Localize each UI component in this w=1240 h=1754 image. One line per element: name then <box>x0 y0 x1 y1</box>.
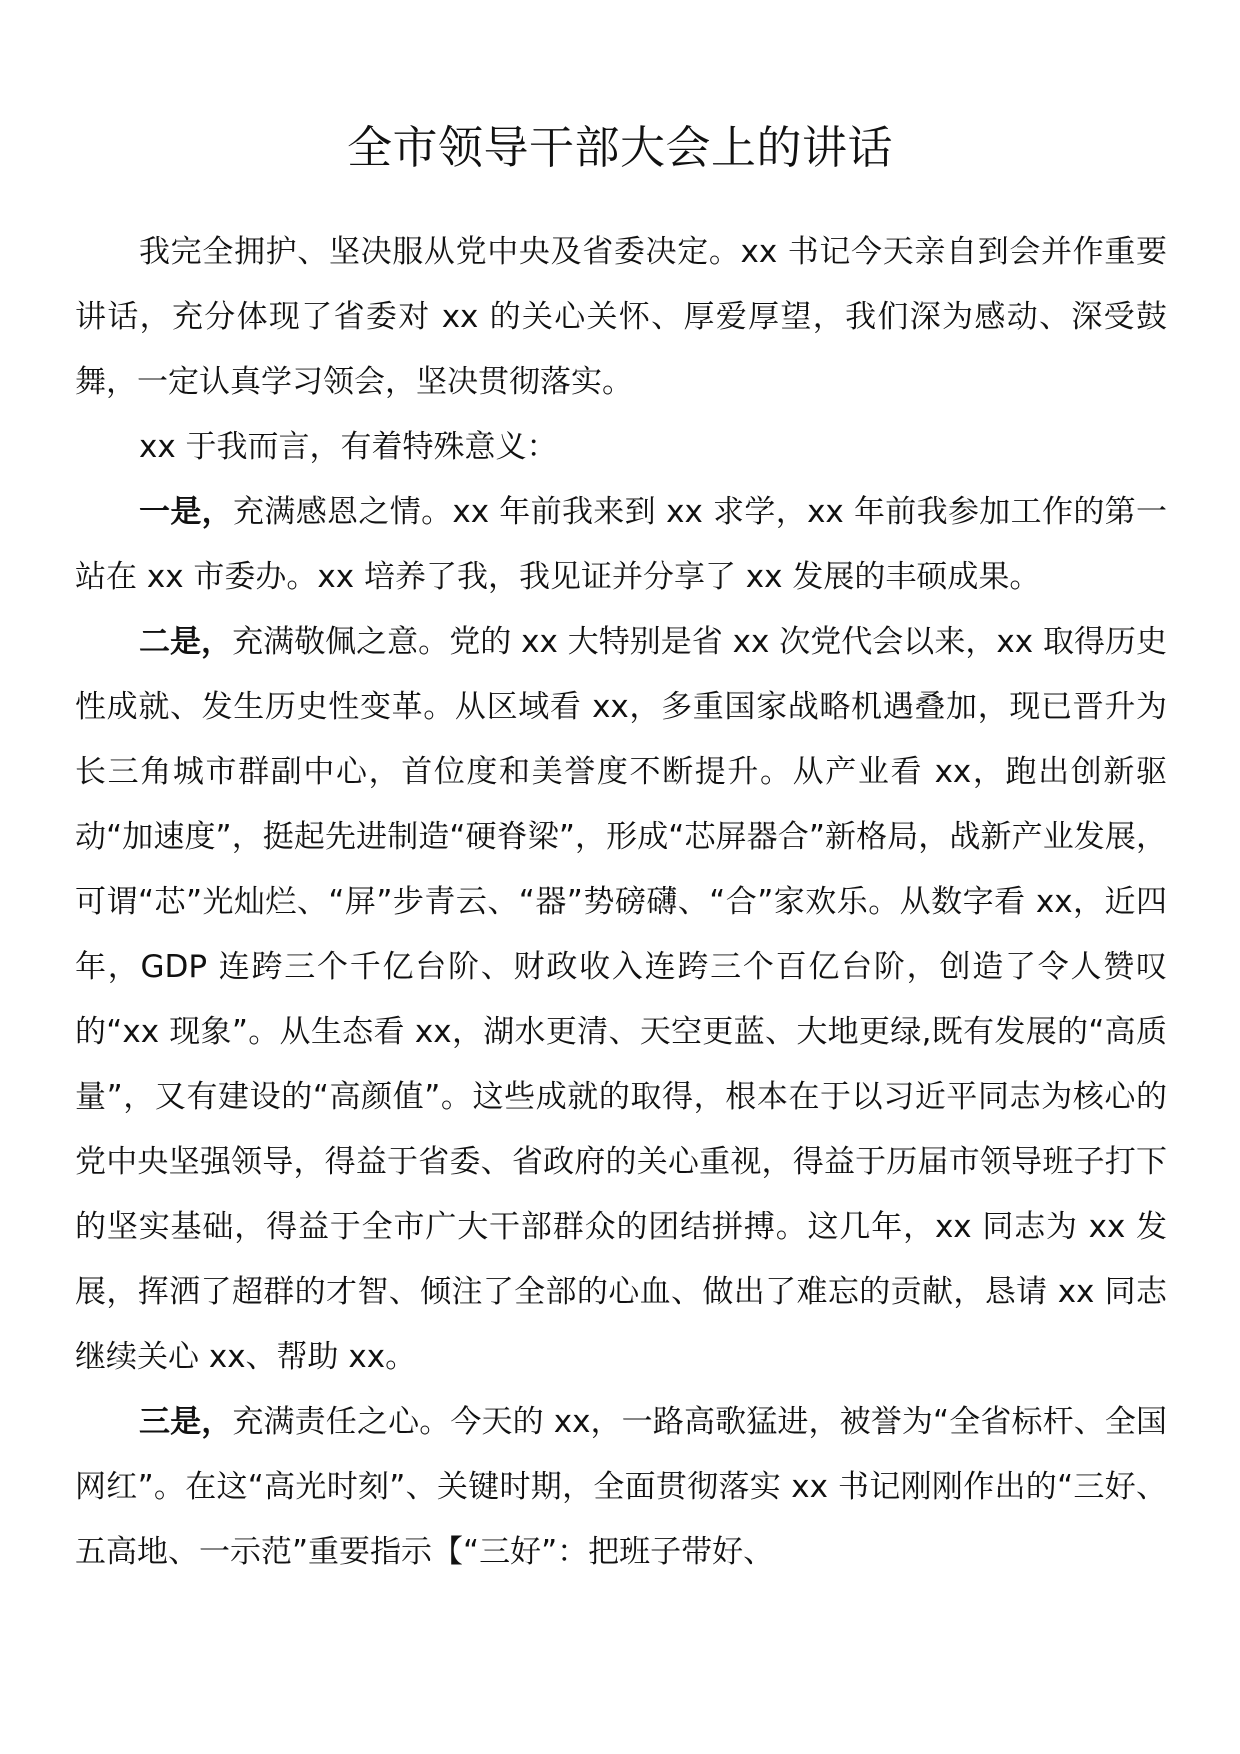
paragraph-lead: 二是， <box>139 624 233 660</box>
paragraph-text: 我完全拥护、坚决服从党中央及省委决定。xx 书记今天亲自到会并作重要讲话，充分体现了省委对 xx 的关心关怀、厚爱厚望，我们深为感动、深受鼓舞，一定认真学习领会，坚决贯彻落实。 <box>75 234 1167 400</box>
paragraph-intro <box>75 220 1167 415</box>
paragraph-point-three <box>75 1390 1167 1585</box>
paragraph-text: 充满感恩之情。xx 年前我来到 xx 求学，xx 年前我参加工作的第一站在 xx 市委办。xx 培养了我，我见证并分享了 xx 发展的丰硕成果。 <box>75 494 1168 595</box>
document-body <box>75 220 1167 1585</box>
paragraph-significance <box>75 415 1167 480</box>
paragraph-lead: 三是， <box>139 1404 233 1440</box>
paragraph-lead: 一是， <box>139 494 234 530</box>
paragraph-point-two <box>75 610 1167 1390</box>
paragraph-point-one <box>75 480 1167 610</box>
document-title: 全市领导干部大会上的讲话 <box>346 121 893 174</box>
paragraph-text: 充满敬佩之意。党的 xx 大特别是省 xx 次党代会以来，xx 取得历史性成就、发生历史性变革。从区域看 xx，多重国家战略机遇叠加，现已晋升为长三角城市群副中心，首位度和美誉度不断提升。从产业看 xx，跑出创新驱动“加速度”，挺起先进制造“硬脊梁”，形成“芯屏器合”新格局，战新产业发展，可谓“芯”光灿烂、“屏”步青云、“器”势磅礴、“合”家欢乐。从数字看 xx，近四年，GDP 连跨三个千亿台阶、财政收入连跨三个百亿台阶，创造了令人赞叹的“xx 现象”。从生态看 xx，湖水更清、天空更蓝、大地更绿,既有发展的“高质量”，又有建设的“高颜值”。这些成就的取得，根本在于以习近平同志为核心的党中央坚强领导，得益于省委、省政府的关心重视，得益于历届市领导班子打下的坚实基础，得益于全市广大干部群众的团结拼搏。这几年，xx 同志为 xx 发展，挥洒了超群的才智、倾注了全部的心血、做出了难忘的贡献，恳请 xx 同志继续关心 xx、帮助 xx。 <box>75 624 1167 1375</box>
paragraph-text: xx 于我而言，有着特殊意义： <box>139 429 558 465</box>
paragraph-text: 充满责任之心。今天的 xx，一路高歌猛进，被誉为“全省标杆、全国网红”。在这“高光时刻”、关键时期，全面贯彻落实 xx 书记刚刚作出的“三好、五高地、一示范”重要指示【“三好”：把班子带好、 <box>75 1404 1168 1570</box>
